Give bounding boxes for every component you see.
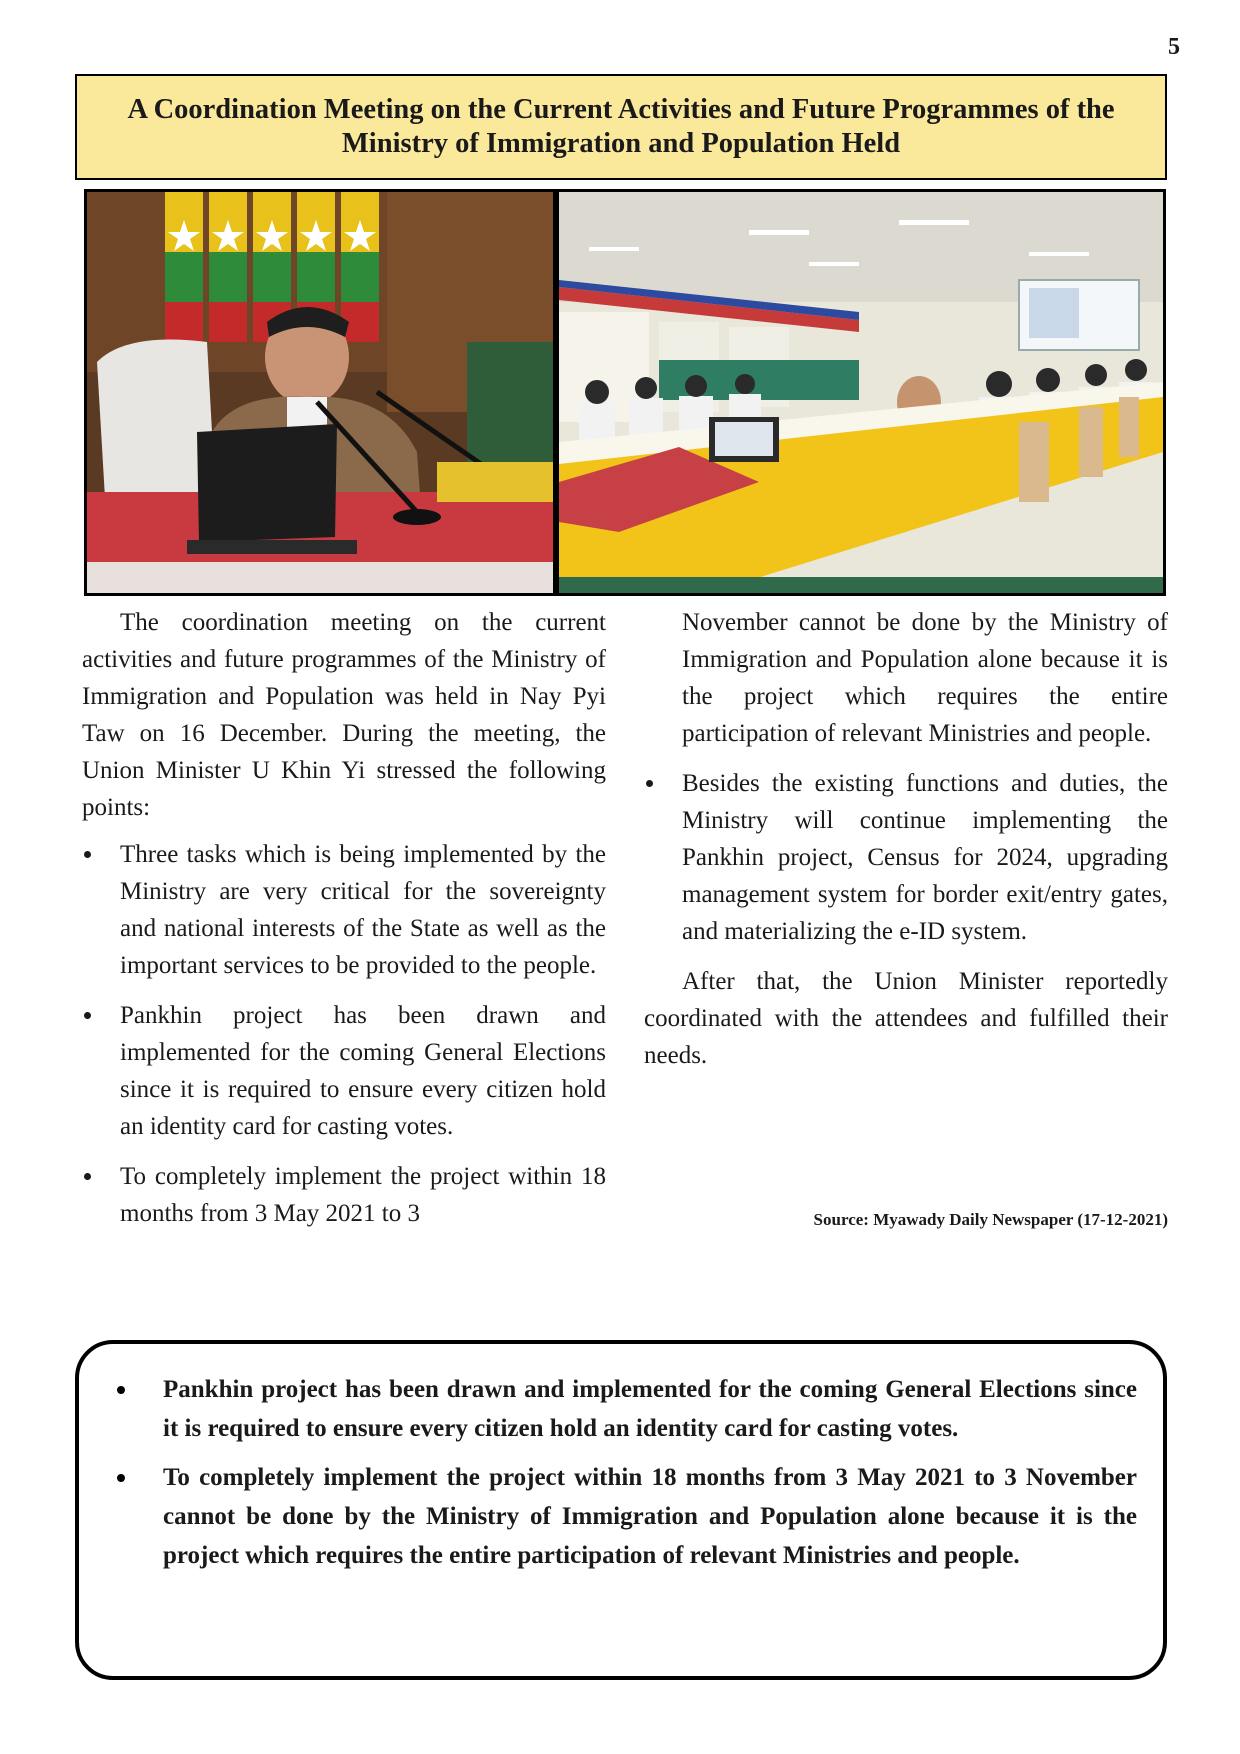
bullet-implementation-continued: November cannot be done by the Ministry of Immigration and Population alone because it is the project which requires the entire participation of relevant Ministries and people.	[682, 609, 1168, 747]
bullet-pankhin-project: Pankhin project has been drawn and implemented for the coming General Elections since it is required to ensure every citizen hold an identity card for casting votes.	[82, 997, 606, 1145]
key-points-list	[82, 836, 606, 1232]
meeting-hall-photo	[556, 189, 1166, 596]
minister-photo-image	[87, 192, 553, 593]
source-citation: Source: Myawady Daily Newspaper (17-12-2021)	[813, 1210, 1168, 1229]
intro-paragraph: The coordination meeting on the current activities and future programmes of the Ministry of Immigration and Population was held in Nay Pyi Taw on 16 December. During the meeting, the Union Minister U Khin Yi stressed the following points:	[82, 609, 606, 821]
left-column	[82, 604, 606, 1245]
summary-box	[75, 1340, 1167, 1680]
summary-point-implementation: To completely implement the project within 18 months from 3 May 2021 to 3 November cannot be done by the Ministry of Immigration and Population alone because it is the project which requires the entire participation of relevant Ministries and people.	[109, 1458, 1137, 1575]
summary-point-pankhin: Pankhin project has been drawn and implemented for the coming General Elections since it is required to ensure every citizen hold an identity card for casting votes.	[109, 1370, 1137, 1448]
key-points-list-continued	[644, 765, 1168, 950]
right-column	[644, 604, 1168, 1084]
bullet-three-tasks: Three tasks which is being implemented by the Ministry are very critical for the sovereignty and national interests of the State as well as the important services to be provided to the people.	[82, 836, 606, 984]
page-number: 5	[1168, 34, 1180, 60]
bullet-future-programmes: Besides the existing functions and duties, the Ministry will continue implementing the Pankhin project, Census for 2024, upgrading management system for border exit/entry gates, and materializing the e-ID system.	[644, 765, 1168, 950]
article-title: A Coordination Meeting on the Current Activities and Future Programmes of the Ministry of Immigration and Population Held	[127, 94, 1115, 159]
summary-list	[109, 1370, 1137, 1575]
closing-paragraph: After that, the Union Minister reportedly coordinated with the attendees and fulfilled their needs.	[644, 968, 1168, 1069]
meeting-hall-photo-image	[559, 192, 1163, 593]
bullet-implementation-start: To completely implement the project within 18 months from 3 May 2021 to 3	[82, 1158, 606, 1232]
minister-photo	[84, 189, 556, 596]
article-title-box	[75, 74, 1167, 180]
